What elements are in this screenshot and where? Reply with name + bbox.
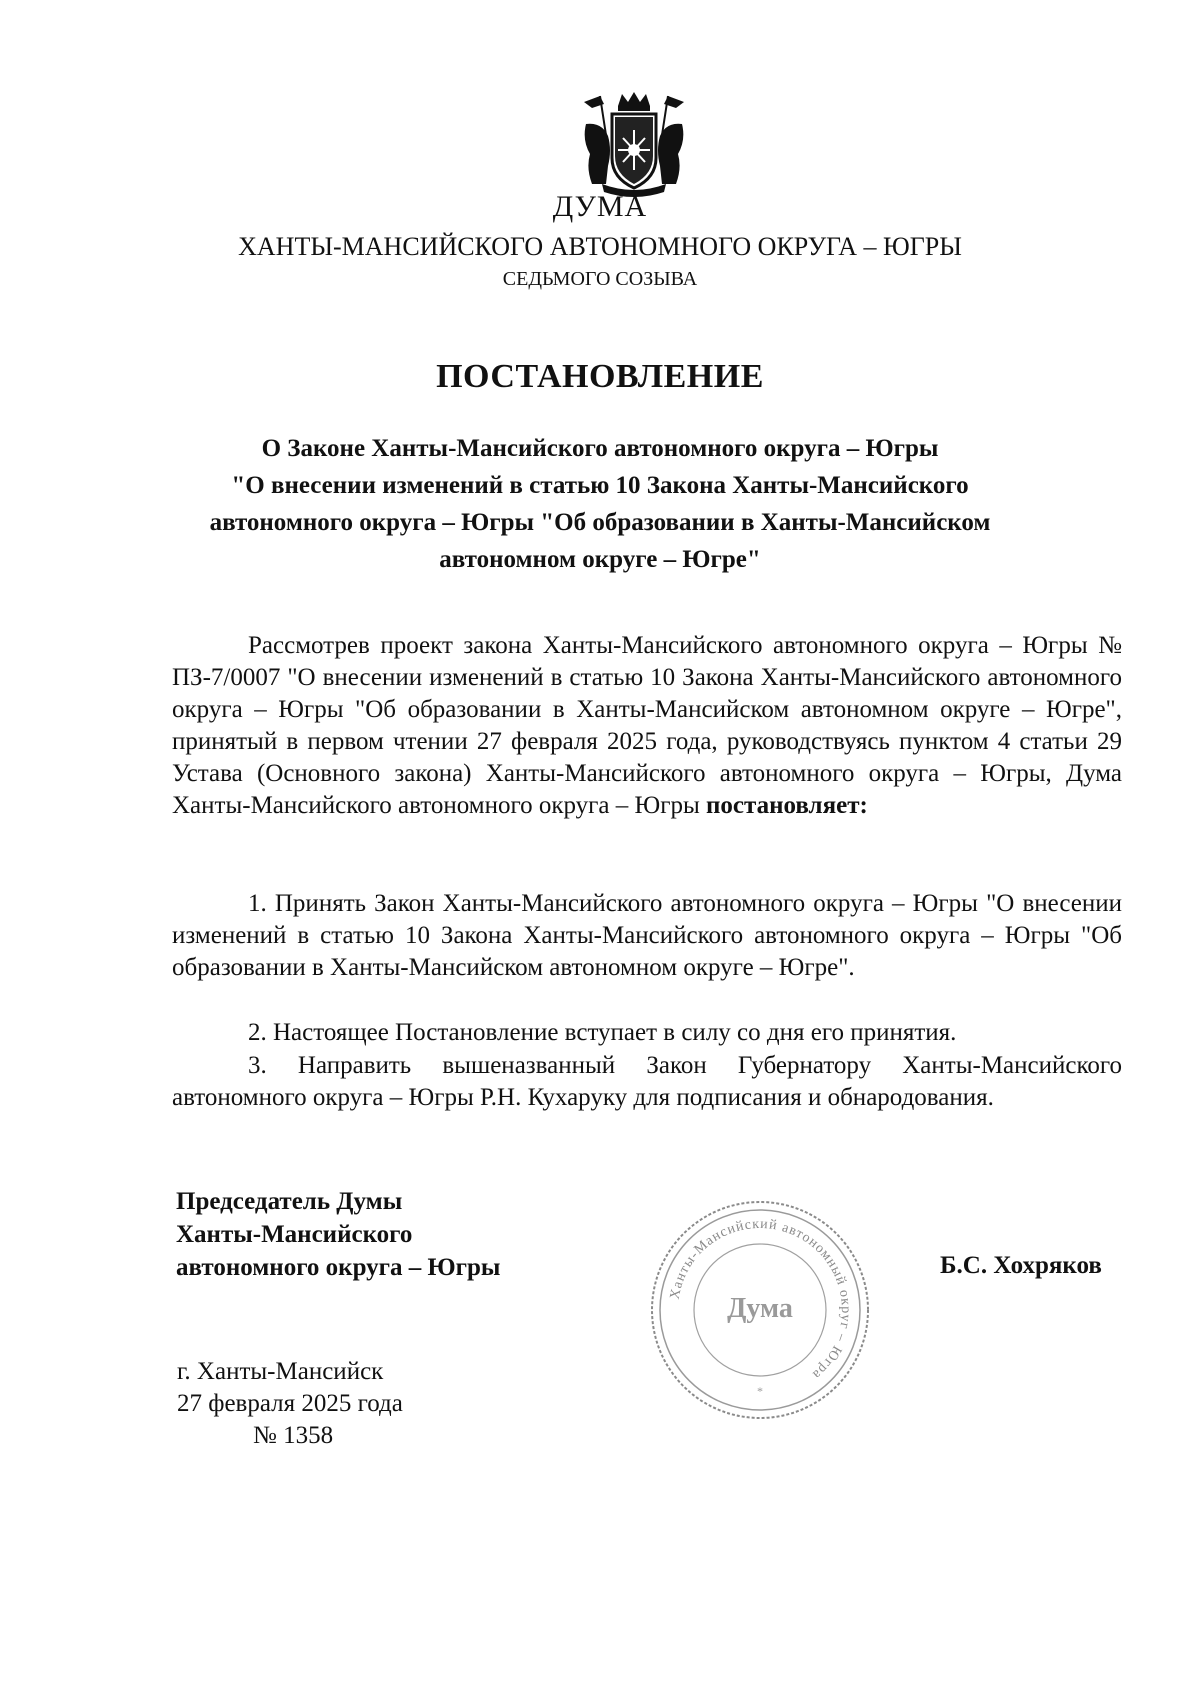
signatory-position-line: автономного округа – Югры xyxy=(176,1254,501,1281)
subject-line: автономного округа – Югры "Об образовании в Ханты-Мансийском xyxy=(209,509,991,536)
region-name: ХАНТЫ-МАНСИЙСКОГО АВТОНОМНОГО ОКРУГА – ЮГРЫ xyxy=(238,232,962,261)
signatory-position xyxy=(176,1185,500,1284)
city: г. Ханты-Мансийск xyxy=(177,1358,384,1385)
preamble-emphasis: постановляет: xyxy=(706,792,868,819)
stamp-center-text: Дума xyxy=(727,1293,793,1324)
signatory-position-line: Председатель Думы xyxy=(176,1188,403,1215)
resolution-item: 3. Направить вышеназванный Закон Губернатору Ханты-Мансийского автономного округа – Югры Р.Н. Кухаруку для подписания и обнародования. xyxy=(172,1052,1122,1111)
resolution-item: 2. Настоящее Постановление вступает в силу со дня его принятия. xyxy=(248,1019,957,1046)
subject-line: автономном округе – Югре" xyxy=(439,546,761,573)
preamble-paragraph xyxy=(172,630,1122,822)
convocation: СЕДЬМОГО СОЗЫВА xyxy=(502,268,698,290)
signatory-name: Б.С. Хохряков xyxy=(940,1252,1102,1279)
date: 27 февраля 2025 года xyxy=(177,1390,403,1417)
signatory-position-line: Ханты-Мансийского xyxy=(176,1221,413,1248)
subject-line: О Законе Ханты-Мансийского автономного округа – Югры xyxy=(261,435,939,462)
official-stamp xyxy=(645,1195,875,1425)
preamble-text: Рассмотрев проект закона Ханты-Мансийского автономного округа – Югры № ПЗ-7/0007 "О внесении изменений в статью 10 Закона Ханты-Мансийского автономного округа – Югры "Об образовании в Ханты-Мансийском автономном округе – Югре", принятый в первом чтении 27 февраля 2025 года, руководствуясь пунктом 4 статьи 29 Устава (Основного закона) Ханты-Мансийского автономного округа – Югры, Дума Ханты-Мансийского автономного округа – Югры xyxy=(172,632,1122,819)
place-date-number xyxy=(177,1356,403,1452)
subject-line: "О внесении изменений в статью 10 Закона Ханты-Мансийского xyxy=(231,472,969,499)
document-number: № 1358 xyxy=(253,1422,334,1449)
document-type-title: ПОСТАНОВЛЕНИЕ xyxy=(436,358,764,395)
organization-name: ДУМА xyxy=(552,190,648,223)
resolution-item: 1. Принять Закон Ханты-Мансийского автономного округа – Югры "О внесении изменений в статью 10 Закона Ханты-Мансийского автономного округа – Югры "Об образовании в Ханты-Мансийском автономном округе – Югре". xyxy=(172,890,1122,981)
document-subject xyxy=(180,430,1020,578)
svg-text:*: * xyxy=(757,1384,763,1398)
coat-of-arms-emblem xyxy=(578,88,690,198)
stamp-ring-text: Ханты-Мансийский автономный округ – Югра xyxy=(667,1216,854,1383)
